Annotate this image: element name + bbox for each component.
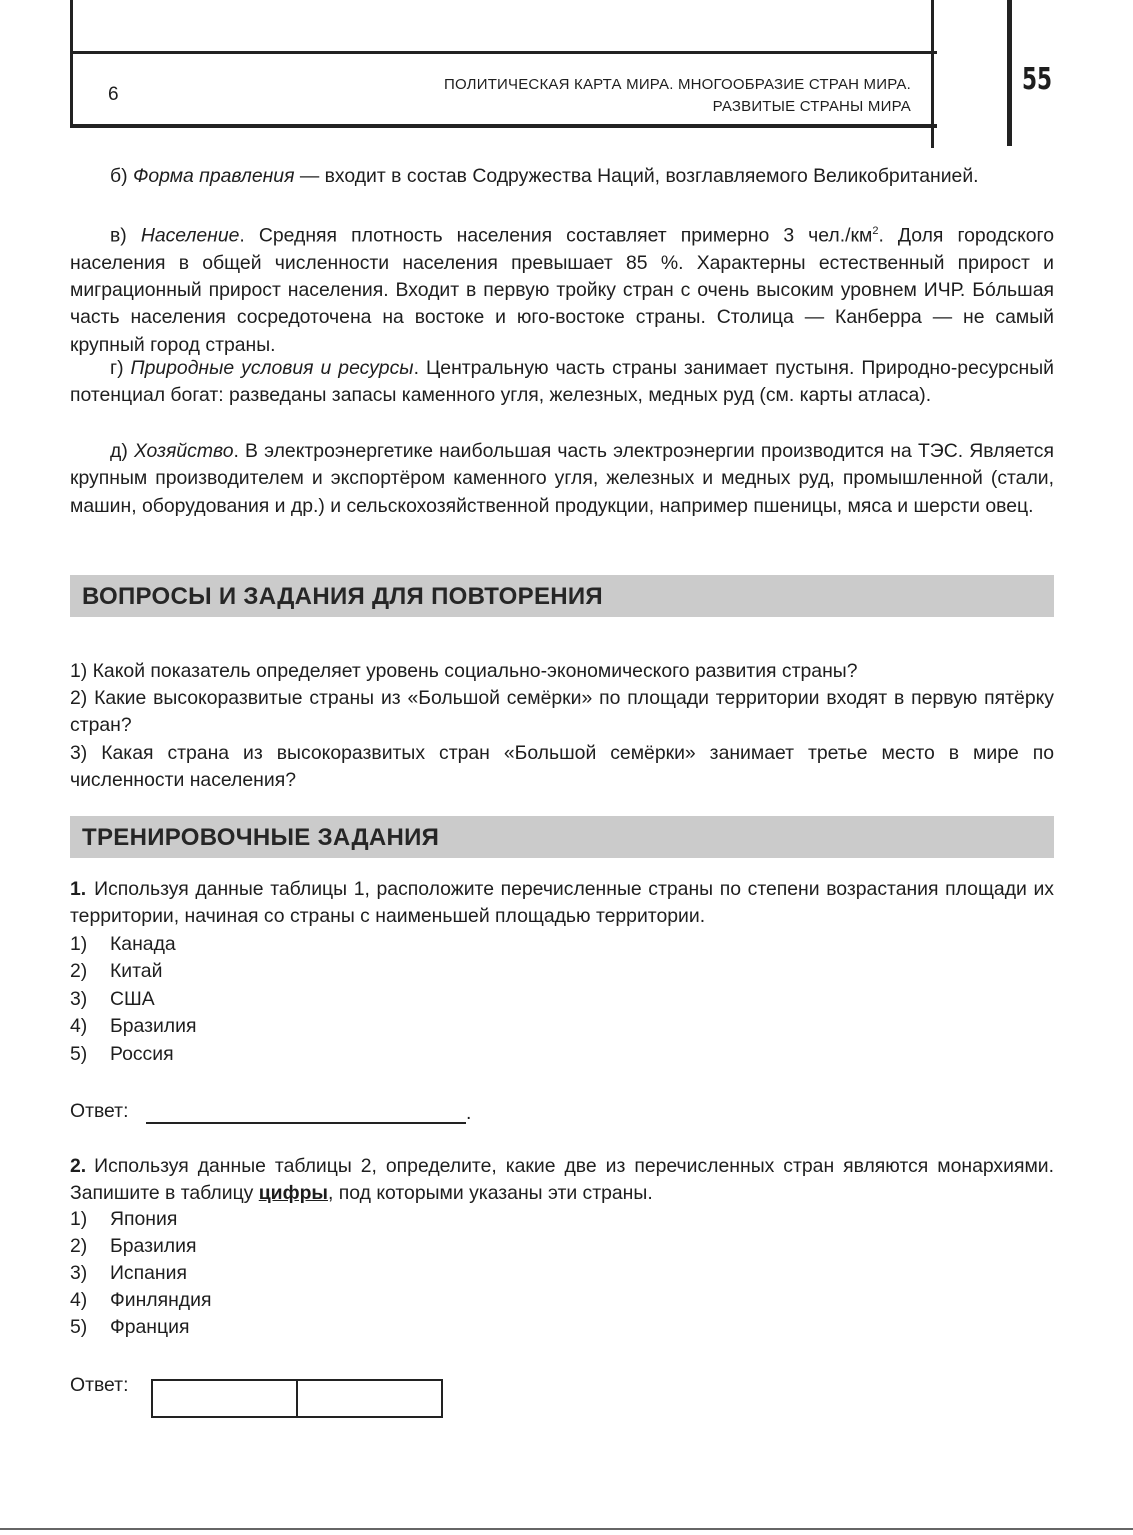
term-government: Форма правления [132,165,295,187]
task-1-option [70,958,162,985]
paragraph-text: . В электроэнергетике наибольшая часть электроэнергии производится на ТЭС. Является крупным производителем и экспортёром каменного угля, железных и медных руд, промышленной (стали, машин, оборудования и др.) и сельскохозяйственной продукции, например пшеницы, мяса и шерсти овец. [70,440,1054,517]
option-number: 5) [70,1316,88,1338]
section-review-header [70,575,1054,617]
superscript: 2 [872,225,879,237]
chapter-title [444,74,911,118]
option-number: 5) [70,1043,88,1065]
option-label: Бразилия [110,1235,197,1257]
paragraph-marker: д) [110,440,134,462]
header-top-rule [70,51,937,54]
section-training-header [70,816,1054,858]
paragraph-economy [70,438,1054,520]
chapter-title-line1: ПОЛИТИЧЕСКАЯ КАРТА МИРА. МНОГООБРАЗИЕ СТРАН МИРА. [443,76,911,93]
chapter-title-line2: РАЗВИТЫЕ СТРАНЫ МИРА [712,98,911,115]
option-number: 4) [70,1015,88,1037]
option-label: США [110,988,155,1010]
paragraph-text: . Средняя плотность населения составляет примерно 3 чел./км [239,224,873,247]
paragraph-text: . Центральную часть страны занимает пустыня. Природно-ресурсный потенциал богат: разведаны запасы каменного угля, железных, медных руд (см. карты атласа). [70,357,1054,407]
paragraph-text: — входит в состав Содружества Наций, возглавляемого Великобританией. [294,165,979,187]
task-2-option [70,1287,211,1314]
option-label: Испания [110,1262,187,1284]
paragraph-population [70,218,1054,359]
option-number: 1) [70,933,88,955]
task-1-text [70,876,1054,931]
paragraph-marker: в) [110,224,141,247]
term-nature: Природные условия и ресурсы [130,357,414,379]
task-1-option [70,931,176,958]
page-edge-rule [1007,0,1012,146]
task-2-text [70,1153,1054,1208]
task-1-answer-line[interactable] [146,1122,466,1124]
paragraph-nature [70,355,1054,410]
answer-cell-1[interactable] [152,1380,297,1417]
task-1-option [70,1041,174,1068]
task-2-answer-label: Ответ: [70,1374,129,1396]
term-economy: Хозяйство [133,440,234,462]
task-2-answer-table [151,1379,443,1418]
option-label: Финляндия [110,1289,212,1311]
option-number: 2) [70,1235,88,1257]
option-number: 2) [70,960,88,982]
paragraph-government [70,163,1054,190]
option-number: 3) [70,988,88,1010]
option-label: Россия [110,1043,174,1065]
task-1-option [70,986,155,1013]
task-1-option [70,1013,196,1040]
task-1-answer-end: . [466,1102,472,1124]
page-bottom-rule [0,1528,1133,1530]
paragraph-marker: б) [110,165,133,187]
task-2-emphasis: цифры [258,1182,328,1205]
task-2-option [70,1233,196,1260]
section-review-title: ВОПРОСЫ И ЗАДАНИЯ ДЛЯ ПОВТОРЕНИЯ [82,583,603,610]
header-tick [931,126,934,148]
option-number: 4) [70,1289,88,1311]
option-label: Канада [110,933,176,955]
section-training-title: ТРЕНИРОВОЧНЫЕ ЗАДАНИЯ [82,824,440,851]
task-2-body: , под которыми указаны эти страны. [327,1182,653,1205]
review-question-3: 3) Какая страна из высокоразвитых стран «Большой семёрки» занимает третье место в мире по численности населения? [70,742,1054,792]
page-number: 55 [1022,62,1053,97]
task-1-number: 1. [70,878,87,900]
paragraph-marker: г) [110,357,131,379]
option-label: Франция [110,1316,190,1338]
task-1-answer-label: Ответ: [70,1100,129,1122]
header-bottom-rule [70,124,937,128]
answer-cell-2[interactable] [297,1380,442,1417]
task-2-number: 2. [70,1155,87,1177]
task-2-option [70,1314,189,1341]
option-label: Бразилия [110,1015,197,1037]
option-number: 3) [70,1262,88,1284]
paragraph-text: . Доля городского населения в общей численности населения превышает 85 %. Характерны естественный прирост и миграционный прирост населения. Входит в первую тройку стран с очень высоким уровнем ИЧР. Бóльшая часть населения сосредоточена на востоке и юго-востоке страны. Столица — Канберра — не самый крупный город страны. [70,224,1054,356]
task-2-body: Используя данные таблицы 2, определите, какие две из перечисленных стран являются монархиями. Запишите в таблицу [70,1155,1054,1205]
task-2-option [70,1206,177,1233]
option-label: Япония [110,1208,178,1230]
review-question-2: 2) Какие высокоразвитые страны из «Большой семёрки» по площади территории входят в первую пятёрку стран? [70,687,1054,737]
task-1-body: Используя данные таблицы 1, расположите перечисленные страны по степени возрастания площади их территории, начиная со страны с наименьшей площадью территории. [70,878,1054,928]
option-number: 1) [70,1208,88,1230]
option-label: Китай [110,960,163,982]
chapter-number: 6 [108,84,119,105]
term-population: Население [140,224,240,247]
review-question-1: 1) Какой показатель определяет уровень социально-экономического развития страны? [70,660,858,682]
task-2-option [70,1260,187,1287]
